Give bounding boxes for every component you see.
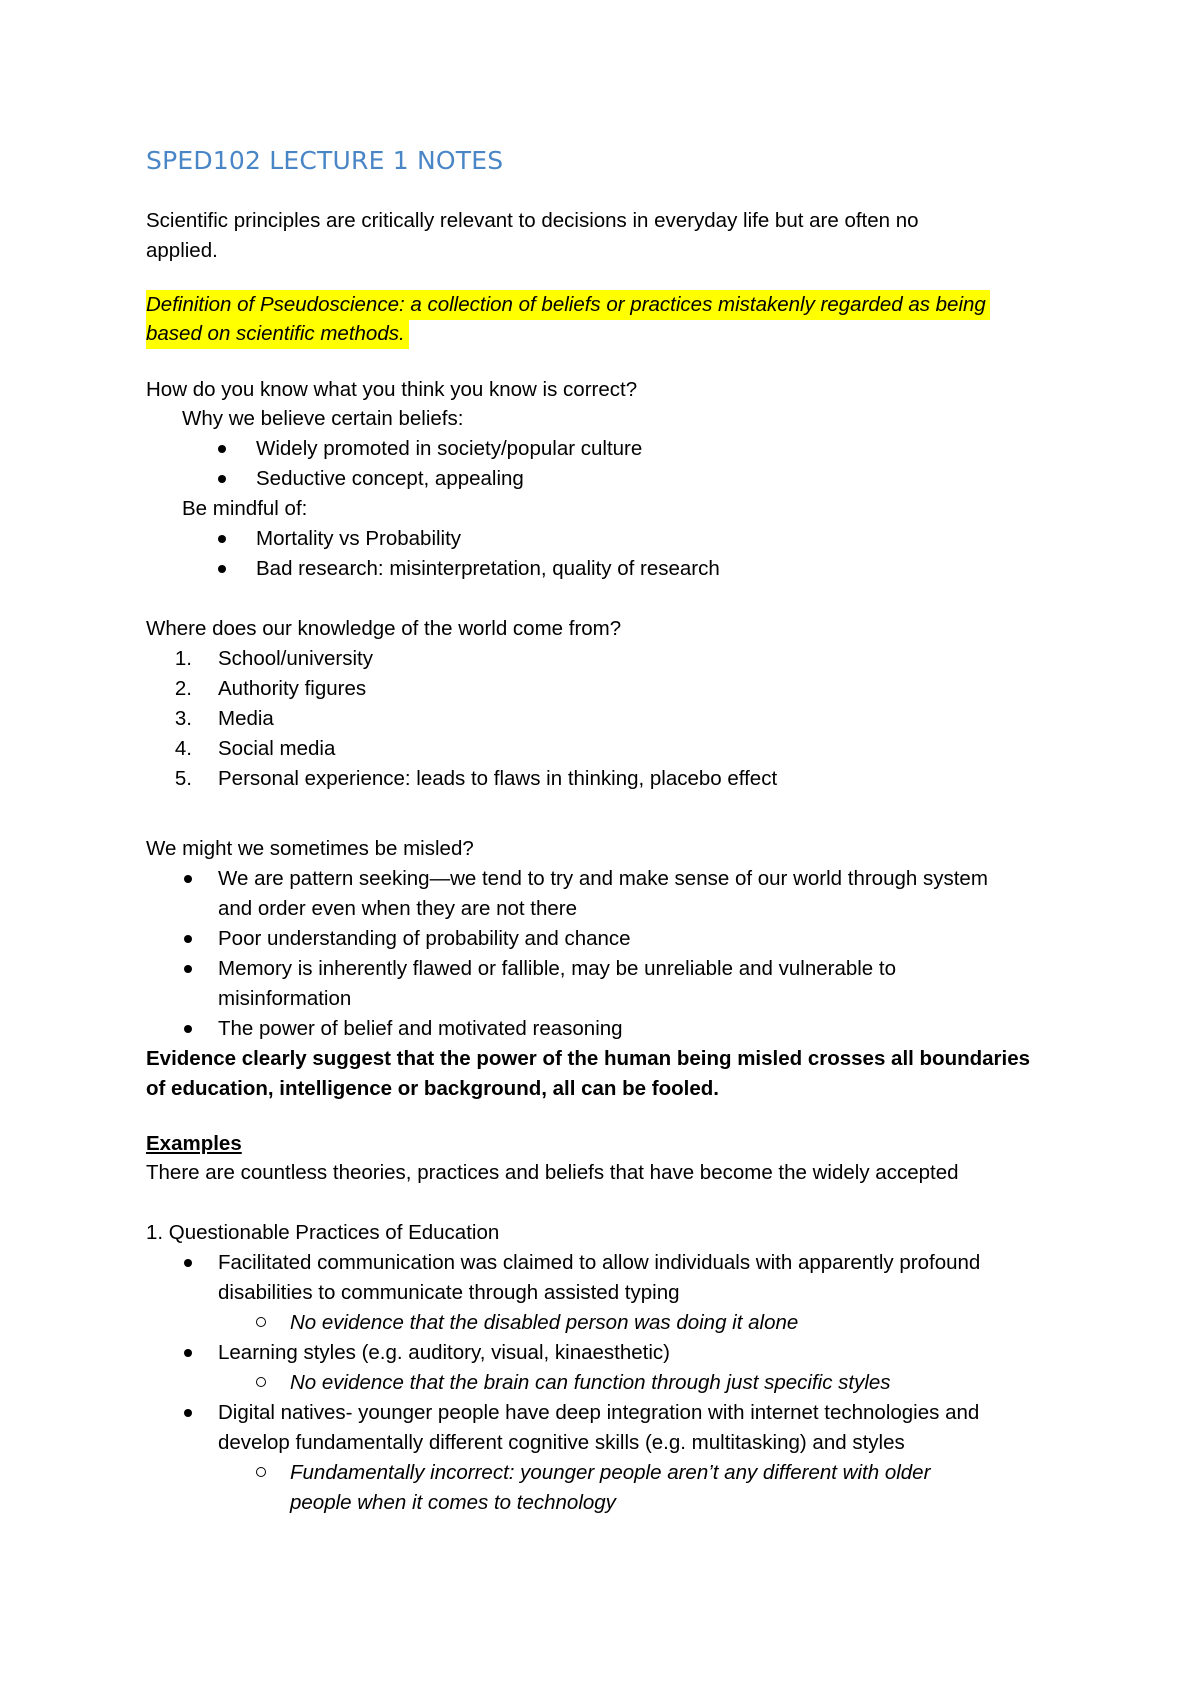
list-item-text: Facilitated communication was claimed to allow individuals with apparently profound [218, 1251, 981, 1274]
list-item [218, 464, 642, 494]
list-item-continuation [184, 984, 988, 1014]
list-number: 2. [174, 677, 192, 700]
sub-list-item [184, 1308, 980, 1338]
list-item-text: Widely promoted in society/popular culture [256, 437, 643, 460]
definition-block [146, 290, 990, 320]
definition-line-1: Definition of Pseudoscience: a collection of beliefs or practices mistakenly regarded as being [146, 290, 990, 320]
list-item-continuation [184, 894, 988, 924]
mindful-heading: Be mindful of: [182, 497, 308, 520]
why-list [218, 434, 642, 494]
list-item-text: Mortality vs Probability [256, 527, 462, 550]
list-item [218, 524, 720, 554]
list-item-text: The power of belief and motivated reasoning [218, 1017, 623, 1040]
list-item-text: Media [218, 707, 274, 730]
list-item [218, 434, 642, 464]
evidence-line-1: Evidence clearly suggest that the power of the human being misled crosses all boundaries [146, 1047, 1031, 1070]
bullet-icon [184, 1025, 192, 1033]
list-item [184, 1338, 980, 1368]
bullet-icon [218, 565, 226, 573]
list-item-text: Authority figures [218, 677, 367, 700]
list-item [146, 734, 777, 764]
list-item [218, 554, 720, 584]
misled-list [184, 864, 988, 1044]
bullet-icon [184, 1259, 192, 1267]
evidence-line-2: of education, intelligence or background, all can be fooled. [146, 1077, 719, 1100]
sub-item-text: No evidence that the brain can function through just specific styles [290, 1371, 891, 1394]
list-item [184, 1398, 980, 1428]
list-number: 4. [174, 737, 192, 760]
list-item-text: and order even when they are not there [218, 897, 577, 920]
list-item [184, 924, 988, 954]
list-item-text: disabilities to communicate through assisted typing [218, 1281, 680, 1304]
examples-heading: Examples [146, 1132, 242, 1155]
circle-bullet-icon [256, 1317, 266, 1327]
intro-line-2: applied. [146, 239, 218, 262]
bullet-icon [184, 935, 192, 943]
list-number: 5. [174, 767, 192, 790]
bullet-icon [218, 535, 226, 543]
list-item-text: Memory is inherently flawed or fallible, may be unreliable and vulnerable to [218, 957, 896, 980]
bullet-icon [218, 475, 226, 483]
sub-list-item [184, 1368, 980, 1398]
list-item [184, 954, 988, 984]
circle-bullet-icon [256, 1377, 266, 1387]
bullet-icon [218, 445, 226, 453]
misled-question: We might we sometimes be misled? [146, 837, 474, 860]
list-item-text: School/university [218, 647, 373, 670]
list-item-text: Digital natives- younger people have deep integration with internet technologies and [218, 1401, 980, 1424]
sub-item-text: people when it comes to technology [290, 1491, 616, 1514]
why-heading: Why we believe certain beliefs: [182, 407, 464, 430]
examples-intro: There are countless theories, practices and beliefs that have become the widely accepted [146, 1161, 959, 1184]
practices-list [184, 1248, 980, 1518]
list-item-continuation [184, 1428, 980, 1458]
section-heading: 1. Questionable Practices of Education [146, 1221, 500, 1244]
definition-line-2: based on scientific methods. [146, 319, 409, 349]
list-number: 3. [174, 707, 192, 730]
list-item-continuation [184, 1278, 980, 1308]
definition-line-2-wrap [146, 319, 409, 349]
list-item-text: Poor understanding of probability and chance [218, 927, 631, 950]
sub-list-item-continuation [184, 1488, 980, 1518]
bullet-icon [184, 1349, 192, 1357]
list-item [184, 864, 988, 894]
bullet-icon [184, 965, 192, 973]
circle-bullet-icon [256, 1467, 266, 1477]
bullet-icon [184, 1409, 192, 1417]
page-title: SPED102 LECTURE 1 NOTES [146, 146, 504, 175]
list-item [146, 674, 777, 704]
sub-list-item [184, 1458, 980, 1488]
list-item-text: We are pattern seeking—we tend to try and make sense of our world through system [218, 867, 988, 890]
list-item-text: Social media [218, 737, 336, 760]
sub-item-text: No evidence that the disabled person was doing it alone [290, 1311, 799, 1334]
list-item-text: Personal experience: leads to flaws in thinking, placebo effect [218, 767, 778, 790]
list-item [146, 704, 777, 734]
list-item [184, 1014, 988, 1044]
bullet-icon [184, 875, 192, 883]
mindful-list [218, 524, 720, 584]
intro-line-1: Scientific principles are critically relevant to decisions in everyday life but are often no [146, 209, 919, 232]
know-question: How do you know what you think you know is correct? [146, 378, 638, 401]
list-item [146, 764, 777, 794]
list-item [184, 1248, 980, 1278]
list-item-text: develop fundamentally different cognitive skills (e.g. multitasking) and styles [218, 1431, 905, 1454]
list-item [146, 644, 777, 674]
knowledge-list [146, 644, 777, 794]
list-item-text: misinformation [218, 987, 352, 1010]
list-item-text: Seductive concept, appealing [256, 467, 524, 490]
list-item-text: Learning styles (e.g. auditory, visual, kinaesthetic) [218, 1341, 670, 1364]
list-item-text: Bad research: misinterpretation, quality of research [256, 557, 720, 580]
list-number: 1. [174, 647, 192, 670]
sub-item-text: Fundamentally incorrect: younger people aren’t any different with older [290, 1461, 931, 1484]
knowledge-question: Where does our knowledge of the world come from? [146, 617, 622, 640]
